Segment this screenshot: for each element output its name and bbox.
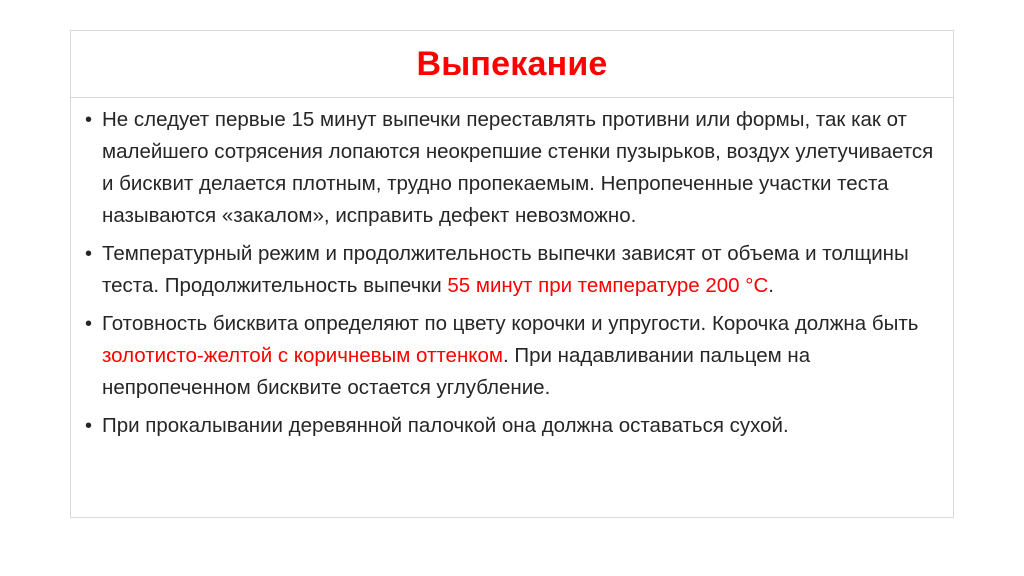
title-box	[71, 31, 953, 98]
bullet-text-3a: Готовность бисквита определяют по цвету корочки и упругости. Корочка должна быть	[102, 312, 919, 335]
bullet-item-1	[83, 104, 939, 232]
slide-frame	[70, 30, 954, 518]
bullet-item-4	[83, 410, 939, 442]
bullet-icon: •	[85, 313, 93, 335]
bullet-text-3b: . При надавливании пальцем на непропеченном бисквите остается углубление.	[102, 344, 811, 399]
bullet-text-2a: Температурный режим и продолжительность выпечки зависят от объема и толщины теста. Продолжительность выпечки	[102, 242, 909, 297]
bullet-icon: •	[85, 243, 93, 265]
bullet-text-2b: .	[768, 274, 774, 297]
highlight-duration-temperature: 55 минут при температуре 200 °С	[447, 274, 769, 297]
bullet-text-4: При прокалывании деревянной палочкой она должна оставаться сухой.	[102, 414, 789, 437]
bullet-icon: •	[85, 415, 93, 437]
content-box	[71, 98, 953, 442]
slide-title: Выпекание	[416, 44, 608, 83]
bullet-item-3	[83, 308, 939, 404]
bullet-item-2	[83, 238, 939, 302]
highlight-crust-color: золотисто-желтой с коричневым оттенком	[102, 344, 503, 367]
bullet-text-1: Не следует первые 15 минут выпечки переставлять противни или формы, так как от малейшего сотрясения лопаются неокрепшие стенки пузырьков, воздух улетучивается и бисквит делается плотным, трудно пропекаемым. Непропеченные участки теста называются «закалом», исправить дефект невозможно.	[102, 108, 934, 227]
bullet-list	[83, 104, 939, 442]
bullet-icon: •	[85, 109, 93, 131]
